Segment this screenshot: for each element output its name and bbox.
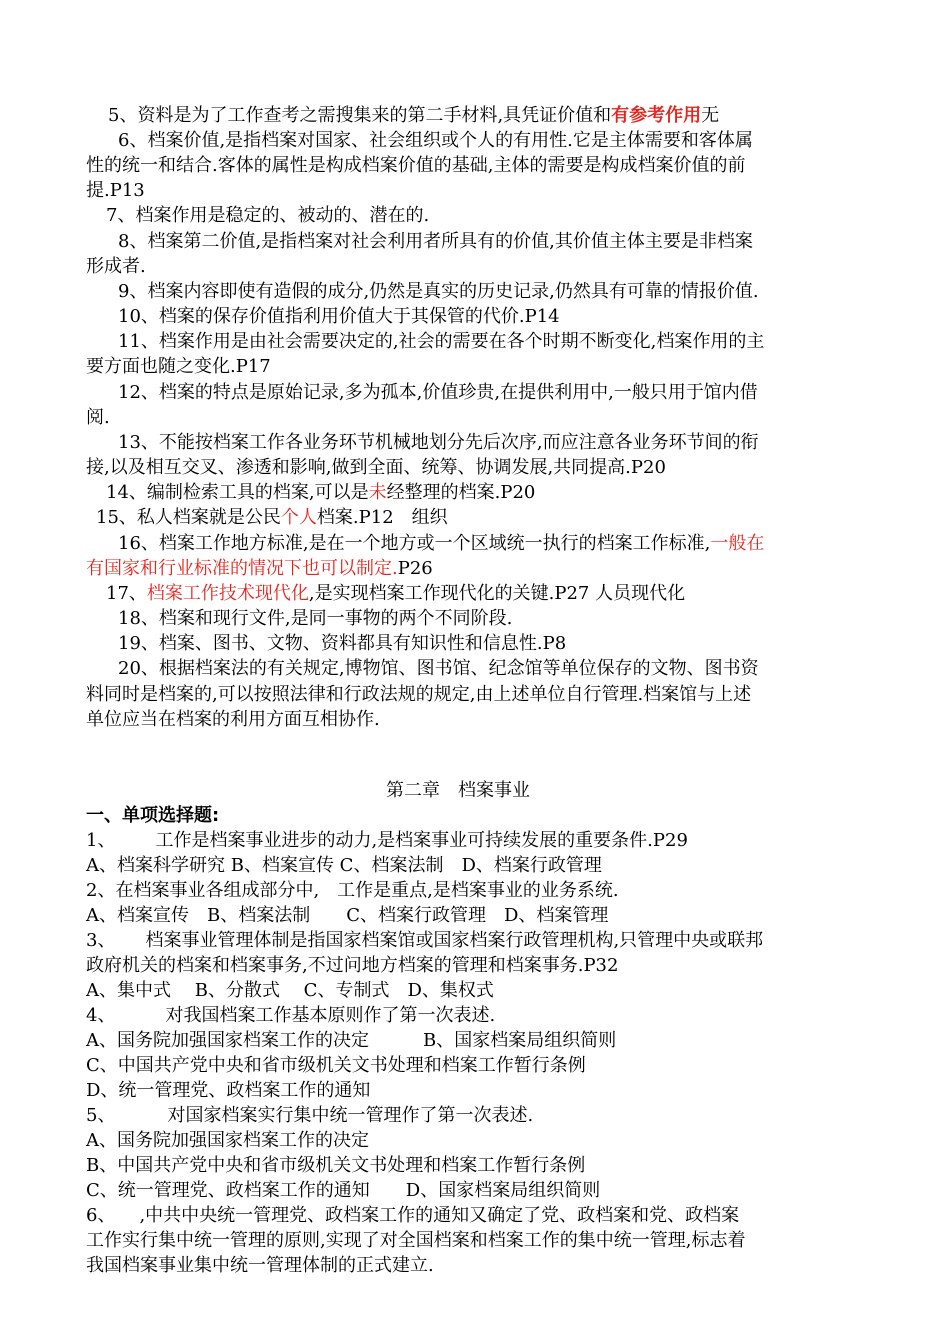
question-3-text: 档案事业管理体制是指国家档案馆或国家档案行政管理机构,只管理中央或联邦: [145, 930, 764, 951]
chapter-title: 第二章 档案事业: [386, 780, 530, 801]
question-1-number: 1、: [86, 830, 116, 851]
question-3-line-2: 政府机关的档案和档案事务,不过问地方档案的管理和档案事务.P32: [86, 955, 619, 976]
item-14-red-text: 未: [368, 482, 387, 503]
item-15: [96, 505, 448, 530]
question-3-number: 3、: [86, 930, 116, 951]
item-9: 9、档案内容即使有造假的成分,仍然是真实的历史记录,仍然具有可靠的情报价值.: [118, 281, 759, 302]
question-3-options: A、集中式 B、分散式 C、专制式 D、集权式: [86, 980, 494, 1001]
question-6-line-2: 工作实行集中统一管理的原则,实现了对全国档案和档案工作的集中统一管理,标志着: [86, 1230, 746, 1251]
item-20-line-2: 料同时是档案的,可以按照法律和行政法规的规定,由上述单位自行管理.档案馆与上述: [86, 684, 752, 705]
question-4: [86, 1003, 495, 1028]
item-5: [108, 103, 719, 128]
question-6-line-3: 我国档案事业集中统一管理体制的正式建立.: [86, 1255, 434, 1276]
section-heading: 一、单项选择题:: [86, 805, 220, 826]
question-4-number: 4、: [86, 1005, 116, 1026]
item-19: 19、档案、图书、文物、资料都具有知识性和信息性.P8: [118, 633, 567, 654]
item-15-text: 15、私人档案就是公民: [96, 507, 281, 528]
item-17: [106, 581, 685, 606]
item-7: 7、档案作用是稳定的、被动的、潜在的.: [106, 205, 430, 226]
item-17-red-text: 档案工作技术现代化: [146, 583, 309, 604]
question-2-options: A、档案宣传 B、档案法制 C、档案行政管理 D、档案管理: [86, 905, 609, 926]
item-16-line-1: [118, 531, 764, 556]
item-18: 18、档案和现行文件,是同一事物的两个不同阶段.: [118, 608, 513, 629]
item-13-line-1: 13、不能按档案工作各业务环节机械地划分先后次序,而应注意各业务环节间的衔: [118, 432, 759, 453]
question-3-line-1: [86, 928, 763, 953]
question-5-option-c-d: C、统一管理党、政档案工作的通知 D、国家档案局组织简则: [86, 1180, 601, 1201]
item-11-line-2: 要方面也随之变化.P17: [86, 356, 271, 377]
item-20-line-3: 单位应当在档案的利用方面互相协作.: [86, 709, 380, 730]
item-16-text: 16、档案工作地方标准,是在一个地方或一个区域统一执行的档案工作标准,: [118, 533, 711, 554]
question-4-option-c: C、中国共产党中央和省市级机关文书处理和档案工作暂行条例: [86, 1055, 586, 1076]
item-17-number: 17、: [106, 583, 147, 604]
question-6-text: ,中共中央统一管理党、政档案工作的通知又确定了党、政档案和党、政档案: [139, 1205, 740, 1226]
item-6-line-1: 6、档案价值,是指档案对国家、社会组织或个人的有用性.它是主体需要和客体属: [118, 130, 753, 151]
item-5-text: 5、资料是为了工作查考之需搜集来的第二手材料,具凭证价值和: [108, 105, 612, 126]
item-10: 10、档案的保存价值指利用价值大于其保管的代价.P14: [118, 306, 560, 327]
question-1-text: 工作是档案事业进步的动力,是档案事业可持续发展的重要条件.P29: [155, 830, 688, 851]
item-15-tail: 档案.P12 组织: [316, 507, 448, 528]
item-5-red-text: 有参考作用: [611, 105, 702, 126]
item-13-line-2: 接,以及相互交叉、渗透和影响,做到全面、统筹、协调发展,共同提高.P20: [86, 457, 666, 478]
item-20-line-1: 20、根据档案法的有关规定,博物馆、图书馆、纪念馆等单位保存的文物、图书资: [118, 658, 759, 679]
item-12-line-1: 12、档案的特点是原始记录,多为孤本,价值珍贵,在提供利用中,一般只用于馆内借: [118, 382, 758, 403]
question-4-option-d: D、统一管理党、政档案工作的通知: [86, 1080, 371, 1101]
item-14: [106, 480, 535, 505]
question-4-text: 对我国档案工作基本原则作了第一次表述.: [165, 1005, 496, 1026]
question-1: [86, 828, 688, 853]
item-5-tail: 无: [701, 105, 720, 126]
item-17-tail: ,是实现档案工作现代化的关键.P27 人员现代化: [308, 583, 686, 604]
question-6-line-1: [86, 1203, 739, 1228]
item-12-line-2: 阅.: [86, 407, 110, 428]
question-5: [86, 1103, 533, 1128]
item-11-line-1: 11、档案作用是由社会需要决定的,社会的需要在各个时期不断变化,档案作用的主: [118, 331, 765, 352]
item-14-tail: 经整理的档案.P20: [386, 482, 536, 503]
question-5-number: 5、: [86, 1105, 116, 1126]
item-16-line-2: [86, 556, 433, 581]
item-15-red-text: 个人: [280, 507, 317, 528]
item-8-line-1: 8、档案第二价值,是指档案对社会利用者所具有的价值,其价值主体主要是非档案: [118, 231, 753, 252]
item-6-line-2: 性的统一和结合.客体的属性是构成档案价值的基础,主体的需要是构成档案价值的前: [86, 155, 746, 176]
item-6-line-3: 提.P13: [86, 180, 145, 201]
question-5-text: 对国家档案实行集中统一管理作了第一次表述.: [167, 1105, 534, 1126]
item-8-line-2: 形成者.: [86, 256, 146, 277]
item-16-red-text-1: 一般在: [710, 533, 765, 554]
question-6-number: 6、: [86, 1205, 116, 1226]
question-1-options: A、档案科学研究 B、档案宣传 C、档案法制 D、档案行政管理: [86, 855, 602, 876]
item-14-text: 14、编制检索工具的档案,可以是: [106, 482, 369, 503]
question-4-option-a-b: A、国务院加强国家档案工作的决定 B、国家档案局组织简则: [86, 1030, 617, 1051]
question-2: 2、在档案事业各组成部分中, 工作是重点,是档案事业的业务系统.: [86, 880, 619, 901]
question-5-option-b: B、中国共产党中央和省市级机关文书处理和档案工作暂行条例: [86, 1155, 586, 1176]
item-16-tail: P26: [397, 558, 433, 579]
question-5-option-a: A、国务院加强国家档案工作的决定: [86, 1130, 369, 1151]
item-16-red-text-2: 有国家和行业标准的情况下也可以制定.: [86, 558, 398, 579]
